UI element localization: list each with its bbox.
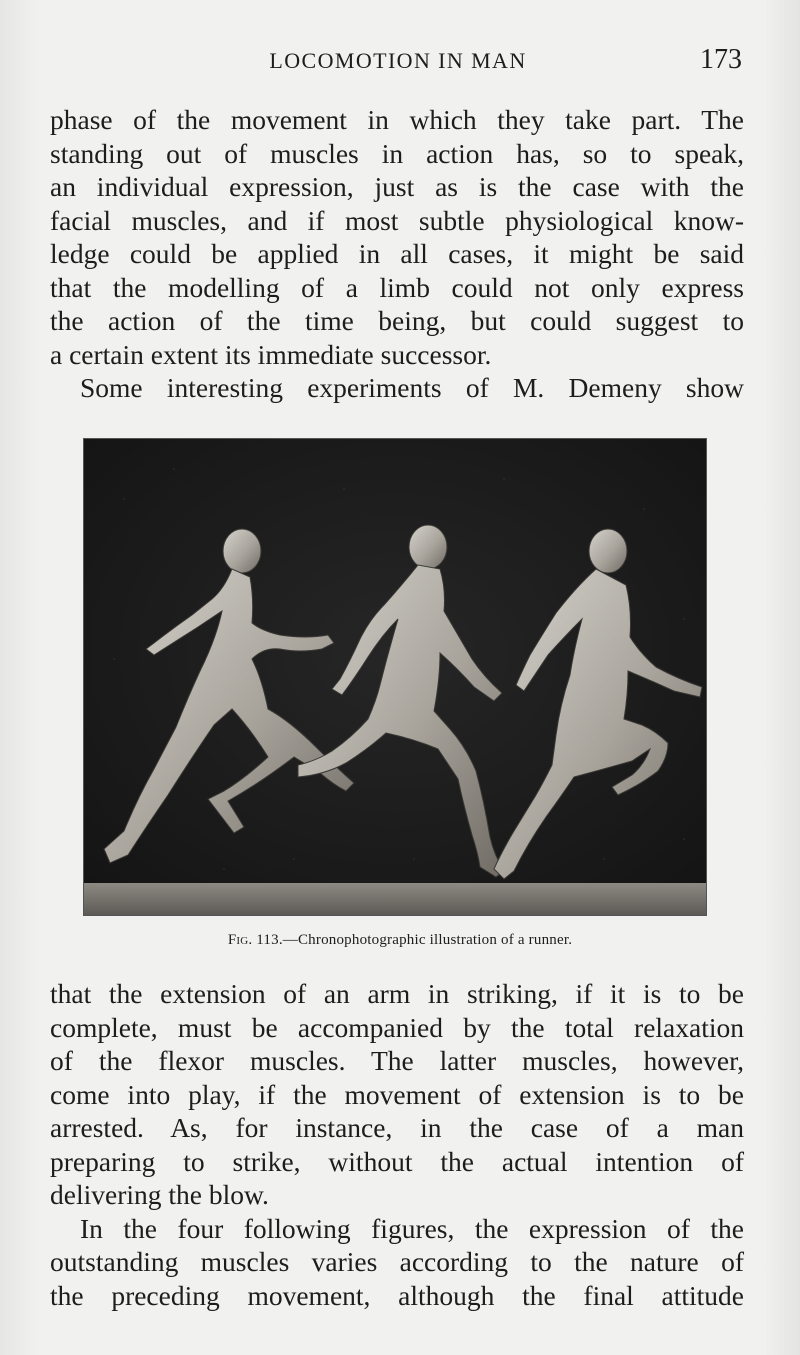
text-line: a certain extent its immediate successor. (50, 338, 492, 370)
figure-caption-text: —Chronophotographic illustration of a runner. (282, 932, 573, 948)
text-line: of the flexor muscles. The latter muscles, however, (50, 1045, 744, 1076)
figure-label: Fig. 113. (227, 932, 283, 948)
text-block-top (50, 103, 744, 405)
runner-figures-illustration (84, 439, 706, 915)
text-line: In the four following figures, the expression of the (80, 1212, 744, 1244)
text-line: facial muscles, and if most subtle physiological know- (50, 204, 744, 236)
text-line: outstanding muscles varies according to the nature of (50, 1246, 744, 1277)
text-line: delivering the blow. (50, 1179, 269, 1210)
running-title: LOCOMOTION IN MAN (269, 48, 527, 73)
text-line: come into play, if the movement of extension is to be (50, 1078, 744, 1110)
text-line: Some interesting experiments of M. Demeny show (80, 372, 744, 403)
text-line: preparing to strike, without the actual intention of (50, 1145, 744, 1177)
ground-strip (84, 883, 706, 915)
text-line: complete, must be accompanied by the total relaxation (50, 1011, 744, 1043)
running-head (48, 44, 748, 78)
page-number: 173 (700, 44, 742, 75)
figure-caption (0, 932, 800, 949)
text-line: that the modelling of a limb could not only express (50, 271, 744, 303)
text-line: the action of the time being, but could suggest to (50, 305, 744, 336)
text-line: ledge could be applied in all cases, it might be said (50, 238, 744, 269)
text-line: standing out of muscles in action has, so to speak, (50, 137, 744, 169)
runner-photograph (83, 438, 707, 916)
text-line: phase of the movement in which they take part. The (50, 104, 744, 135)
text-line: an individual expression, just as is the case with the (50, 171, 744, 202)
text-line: the preceding movement, although the final attitude (50, 1279, 744, 1311)
text-line: arrested. As, for instance, in the case of a man (50, 1112, 744, 1143)
text-line: that the extension of an arm in striking, if it is to be (50, 978, 744, 1009)
text-block-bottom (50, 977, 744, 1312)
